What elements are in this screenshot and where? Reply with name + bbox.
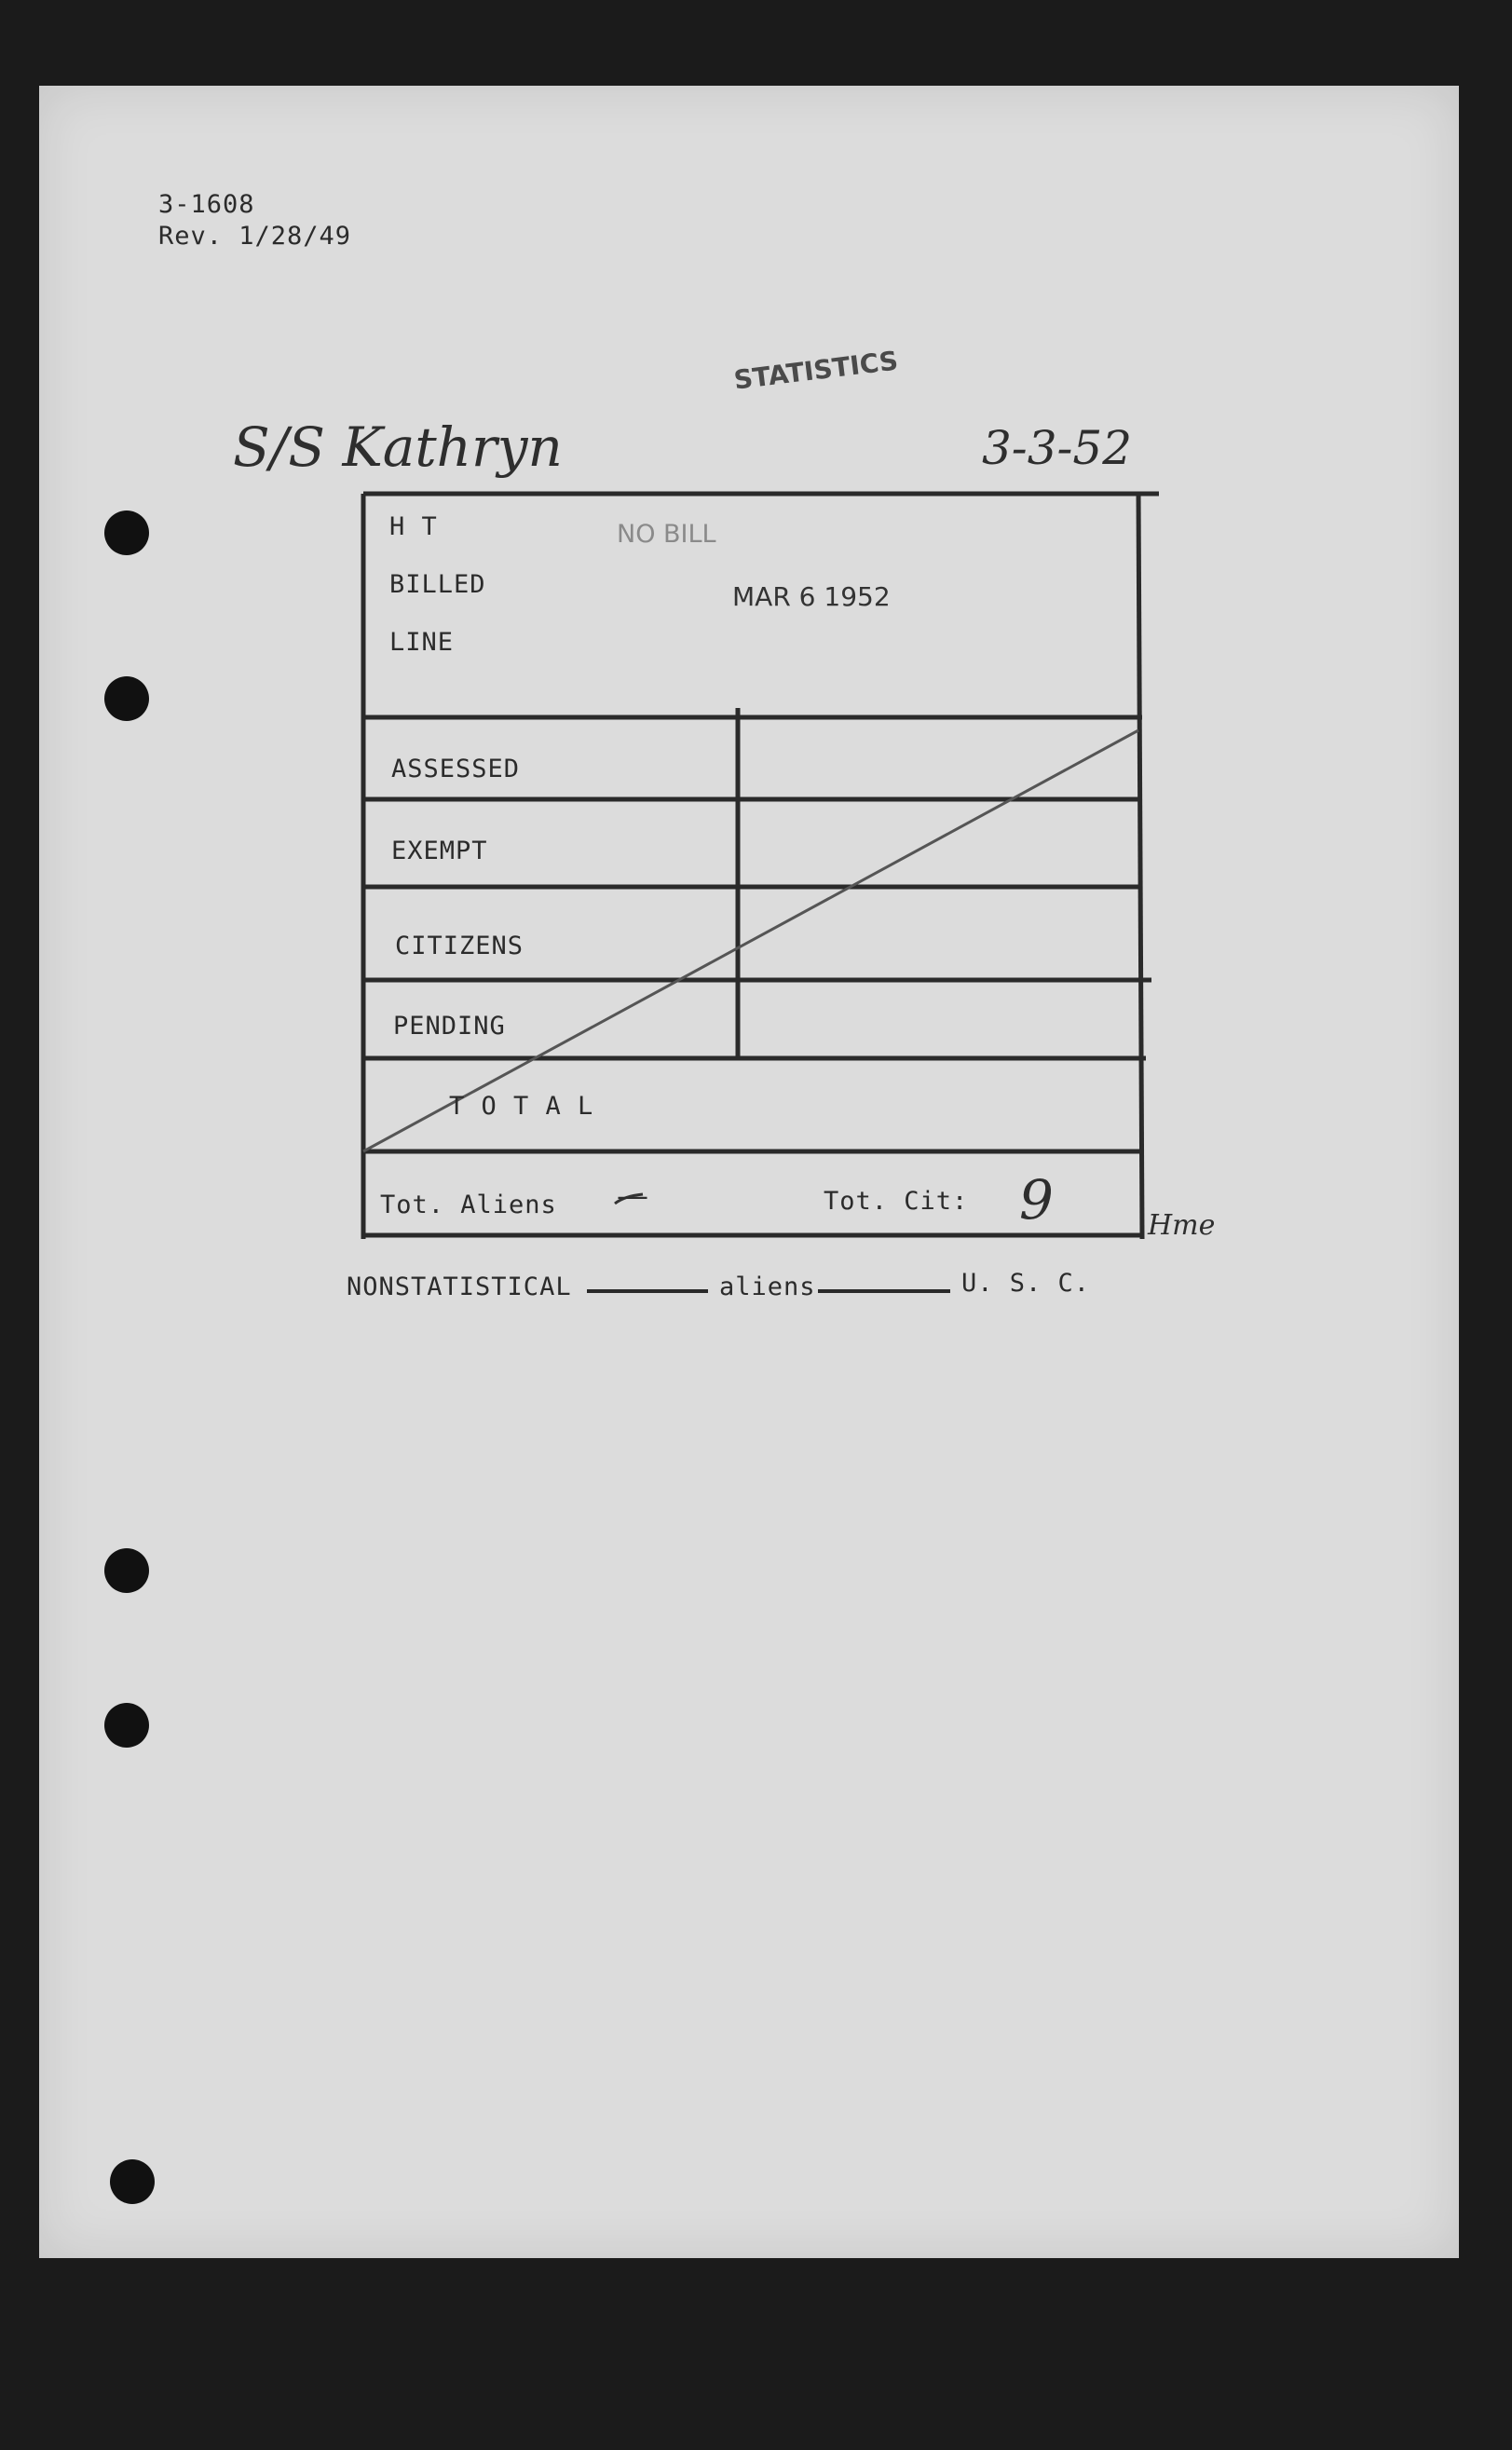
no-bill-stamp: NO BILL	[617, 520, 716, 549]
usc-label: U. S. C.	[961, 1269, 1091, 1298]
form-number: 3-1608	[158, 190, 255, 219]
nonstatistical-label: NONSTATISTICAL	[347, 1273, 572, 1301]
total-label: T O T A L	[449, 1092, 594, 1121]
row-label-assessed: ASSESSED	[391, 755, 521, 783]
statistics-stamp: STATISTICS	[732, 345, 900, 396]
label-billed: BILLED	[389, 570, 486, 599]
aliens-label: aliens	[719, 1273, 816, 1301]
tot-cit-value: 9	[1019, 1168, 1054, 1232]
row-label-pending: PENDING	[393, 1012, 506, 1041]
tot-aliens-mark: —	[617, 1177, 648, 1215]
vessel-name-handwritten: S/S Kathryn	[233, 415, 563, 479]
form-revision: Rev. 1/28/49	[158, 222, 352, 251]
tot-aliens-label: Tot. Aliens	[380, 1191, 557, 1219]
row-label-exempt: EXEMPT	[391, 837, 488, 865]
date-handwritten: 3-3-52	[982, 421, 1133, 475]
initials-handwritten: Hme	[1148, 1209, 1216, 1242]
label-line: LINE	[389, 628, 455, 657]
label-ht: H T	[389, 512, 438, 541]
tot-cit-label: Tot. Cit:	[824, 1187, 969, 1216]
row-label-citizens: CITIZENS	[395, 932, 524, 960]
date-stamp: MAR 6 1952	[732, 581, 891, 612]
